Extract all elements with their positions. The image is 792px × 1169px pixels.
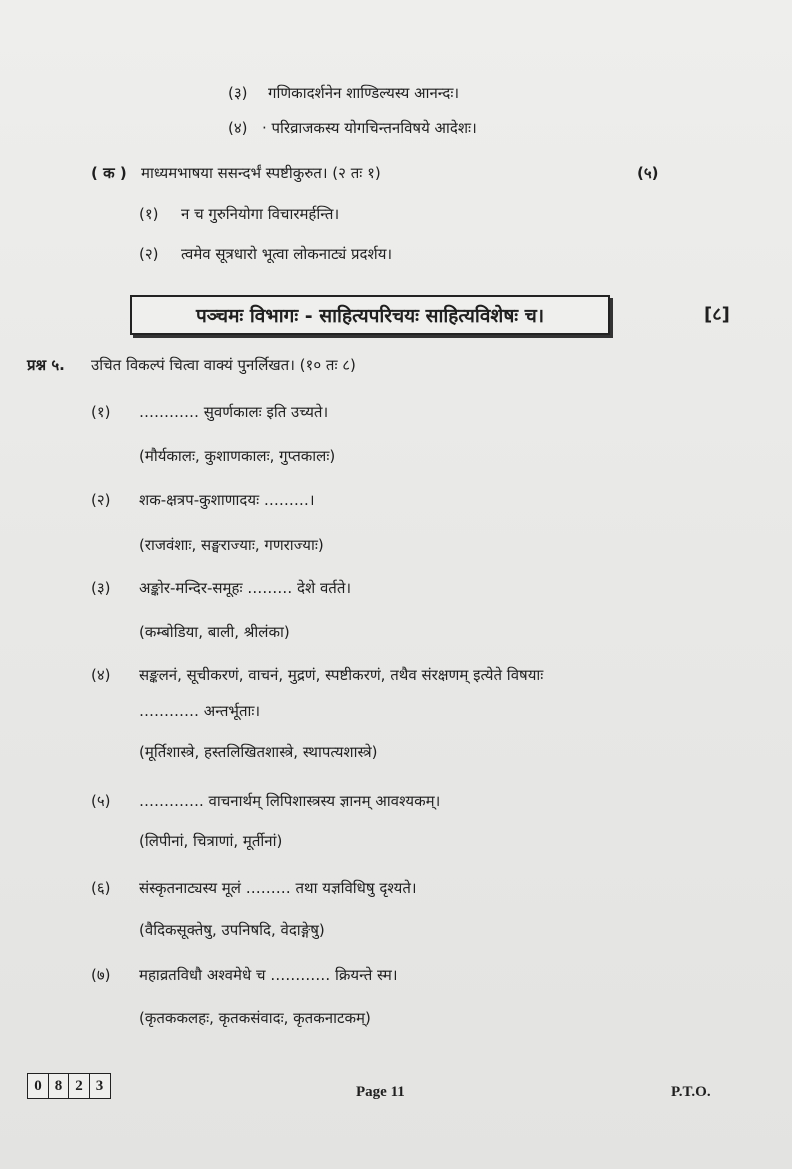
question-item-7-options: (कृतककलहः, कृतकसंवादः, कृतकनाटकम्) [139,1009,371,1027]
question-item-4-text-continued: ………… अन्तर्भूताः। [139,702,261,720]
question-item-3-text: अङ्कोर-मन्दिर-समूहः ……… देशे वर्तते। [139,579,352,597]
question-item-7-number: (७) [91,966,111,984]
part-ka-item-1-number: (१) [139,205,159,223]
top-item-3-number: (३) [228,84,248,102]
question-label: प्रश्न ५. [27,356,65,374]
section-title: पञ्चमः विभागः - साहित्यपरिचयः साहित्यविशेषः च। [195,305,545,327]
top-item-4-text: · परिव्राजकस्य योगचिन्तनविषये आदेशः। [262,119,477,137]
question-item-7-text: महाव्रतविधौ अश्वमेधे च ………… क्रियन्ते स्म। [139,966,398,984]
top-item-4-number: (४) [228,119,248,137]
part-ka-item-1-text: न च गुरुनियोगा विचारमर्हन्ति। [181,205,340,223]
question-item-5-options: (लिपीनां, चित्राणां, मूर्तीनां) [139,832,283,850]
question-item-5-text: …………. वाचनार्थम् लिपिशास्त्रस्य ज्ञानम् आवश्यकम्। [139,792,441,810]
question-item-5-number: (५) [91,792,111,810]
question-item-3-options: (कम्बोडिया, बाली, श्रीलंका) [139,623,290,641]
part-ka-item-2-text: त्वमेव सूत्रधारो भूत्वा लोकनाट्यं प्रदर्शय। [181,245,393,263]
question-item-6-options: (वैदिकसूक्तेषु, उपनिषदि, वेदाङ्गेषु) [139,921,325,939]
paper-code-digit: 2 [68,1073,90,1099]
question-item-4-number: (४) [91,666,111,684]
part-ka-item-2-number: (२) [139,245,159,263]
question-item-4-text: सङ्कलनं, सूचीकरणं, वाचनं, मुद्रणं, स्पष्टीकरणं, तथैव संरक्षणम् इत्येते विषयाः [139,666,544,684]
question-item-6-number: (६) [91,879,111,897]
part-ka-label: ( क ) [91,164,127,182]
question-item-2-options: (राजवंशाः, सङ्घराज्याः, गणराज्याः) [139,536,324,554]
question-item-1-text: ………… सुवर्णकालः इति उच्यते। [139,403,329,421]
question-instruction: उचित विकल्पं चित्वा वाक्यं पुनर्लिखत। (१० तः ८) [91,356,356,374]
part-ka-marks: (५) [637,164,659,182]
paper-code-digit: 3 [89,1073,111,1099]
question-item-6-text: संस्कृतनाट्यस्य मूलं ……… तथा यज्ञविधिषु दृश्यते। [139,879,417,897]
section-heading-box [130,295,610,335]
question-item-3-number: (३) [91,579,111,597]
question-item-1-number: (१) [91,403,111,421]
question-item-2-text: शक-क्षत्रप-कुशाणादयः ………। [139,491,315,509]
question-item-1-options: (मौर्यकालः, कुशाणकालः, गुप्तकालः) [139,447,336,465]
question-item-2-number: (२) [91,491,111,509]
part-ka-instruction: माध्यमभाषया ससन्दर्भं स्पष्टीकुरुत। (२ तः १) [141,164,381,182]
top-item-3-text: गणिकादर्शनेन शाण्डिल्यस्य आनन्दः। [268,84,460,102]
page-number: Page 11 [356,1084,405,1100]
section-marks: [८] [704,304,730,325]
question-item-4-options: (मूर्तिशास्त्रे, हस्तलिखितशास्त्रे, स्थापत्यशास्त्रे) [139,743,378,761]
paper-code-digit: 0 [27,1073,49,1099]
paper-code-box [27,1073,109,1099]
paper-code-digit: 8 [48,1073,70,1099]
pto-label: P.T.O. [671,1084,711,1100]
